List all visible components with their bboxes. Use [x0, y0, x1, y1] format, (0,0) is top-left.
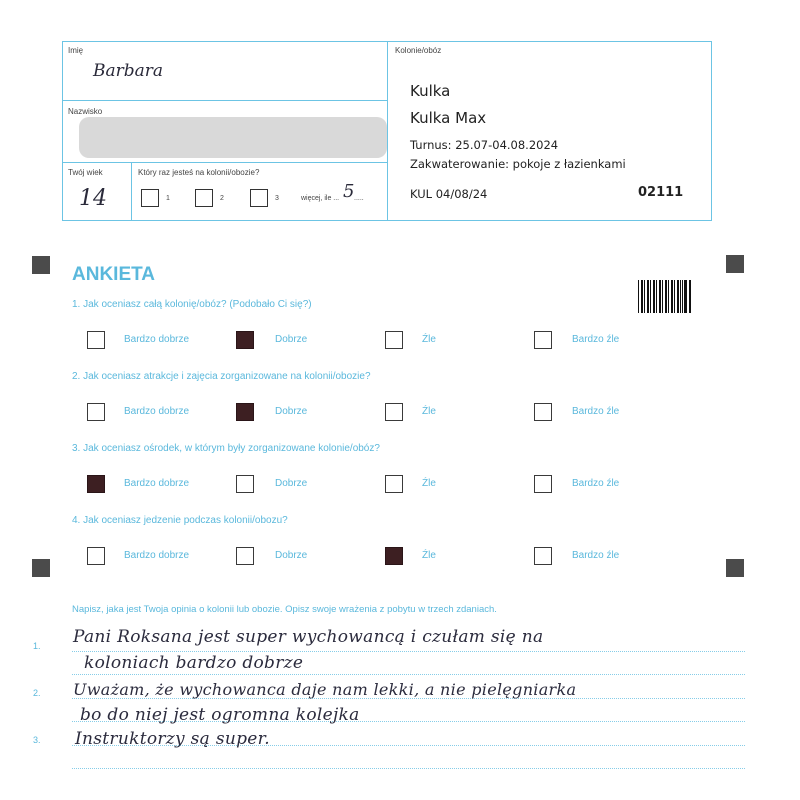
question-4-option-label-4: Bardzo źle — [572, 550, 620, 561]
line-number-1: 1. — [33, 641, 41, 651]
barcode-stripe — [674, 280, 675, 313]
question-4-checkbox-4[interactable] — [534, 547, 552, 565]
question-2-checkbox-2[interactable] — [236, 403, 254, 421]
header-divider-vertical — [387, 41, 388, 221]
wiek-label: Twój wiek — [68, 168, 103, 177]
question-3-checkbox-4[interactable] — [534, 475, 552, 493]
writing-line — [72, 651, 745, 652]
opinion-handwritten-line-4: bo do niej jest ogromna kolejka — [80, 705, 360, 725]
question-1-option-label-2: Dobrze — [275, 334, 308, 345]
option-2-label: 2 — [220, 195, 224, 202]
camp-name: Kulka — [410, 82, 451, 100]
barcode-stripe — [638, 280, 639, 313]
survey-title: ANKIETA — [72, 264, 156, 285]
wiek-value: 14 — [79, 186, 107, 211]
line-number-3: 3. — [33, 735, 41, 745]
question-3-text: 3. Jak oceniasz ośrodek, w którym były zorganizowane kolonie/obóz? — [72, 443, 380, 454]
registration-marker-top-right — [726, 255, 744, 273]
opinion-handwritten-line-3: Uważam, że wychowanca daje nam lekki, a nie pielęgniarka — [73, 680, 577, 699]
barcode-stripe — [666, 280, 667, 313]
question-2-option-label-1: Bardzo dobrze — [124, 406, 190, 417]
header-divider-surname — [62, 162, 387, 163]
imie-value: Barbara — [93, 61, 164, 81]
question-1-checkbox-2[interactable] — [236, 331, 254, 349]
question-1-option-label-4: Bardzo źle — [572, 334, 620, 345]
imie-label: Imię — [68, 46, 84, 55]
redacted-surname — [79, 117, 387, 158]
barcode-stripe — [690, 280, 691, 313]
question-2-option-label-2: Dobrze — [275, 406, 308, 417]
question-3-option-label-2: Dobrze — [275, 478, 308, 489]
question-1-checkbox-4[interactable] — [534, 331, 552, 349]
writing-line — [72, 768, 745, 769]
question-4-checkbox-1[interactable] — [87, 547, 105, 565]
camp-full-name: Kulka Max — [410, 109, 487, 127]
line-number-2: 2. — [33, 688, 41, 698]
question-1-text: 1. Jak oceniasz całą kolonię/obóz? (Podobało Ci się?) — [72, 299, 312, 310]
zakwaterowanie: Zakwaterowanie: pokoje z łazienkami — [410, 157, 626, 171]
barcode — [638, 280, 692, 313]
barcode-stripe — [656, 280, 657, 313]
ktory-raz-label: Który raz jesteś na kolonii/obozie? — [138, 168, 260, 177]
question-4-text: 4. Jak oceniasz jedzenie podczas kolonii/obozu? — [72, 515, 288, 526]
opinion-handwritten-line-5: Instruktorzy są super. — [75, 729, 270, 749]
turnus: Turnus: 25.07-04.08.2024 — [410, 138, 559, 152]
question-1-option-label-1: Bardzo dobrze — [124, 334, 190, 345]
question-1-checkbox-1[interactable] — [87, 331, 105, 349]
form-number: 02111 — [638, 185, 684, 200]
question-3-checkbox-2[interactable] — [236, 475, 254, 493]
opinion-prompt: Napisz, jaka jest Twoja opinia o kolonii lub obozie. Opisz swoje wrażenia z pobytu w trzech zdaniach. — [72, 604, 497, 615]
question-4-checkbox-2[interactable] — [236, 547, 254, 565]
question-2-option-label-3: Źle — [422, 406, 436, 417]
barcode-stripe — [680, 280, 681, 313]
registration-marker-bottom-right — [726, 559, 744, 577]
wiecej-suffix: ..... — [354, 195, 364, 202]
checkbox-option-2[interactable] — [195, 189, 213, 207]
barcode-stripe — [685, 280, 686, 313]
writing-line — [72, 674, 745, 675]
question-4-option-label-3: Źle — [422, 550, 436, 561]
question-3-option-label-4: Bardzo źle — [572, 478, 620, 489]
question-4-checkbox-3[interactable] — [385, 547, 403, 565]
camp-code: KUL 04/08/24 — [410, 187, 488, 201]
checkbox-option-1[interactable] — [141, 189, 159, 207]
question-4-option-label-1: Bardzo dobrze — [124, 550, 190, 561]
option-3-label: 3 — [275, 195, 279, 202]
opinion-handwritten-line-2: koloniach bardzo dobrze — [84, 653, 304, 673]
question-1-checkbox-3[interactable] — [385, 331, 403, 349]
question-4-option-label-2: Dobrze — [275, 550, 308, 561]
barcode-stripe — [662, 280, 663, 313]
question-2-checkbox-4[interactable] — [534, 403, 552, 421]
header-divider-age — [131, 162, 132, 221]
question-3-checkbox-3[interactable] — [385, 475, 403, 493]
nazwisko-label: Nazwisko — [68, 107, 103, 116]
checkbox-option-3[interactable] — [250, 189, 268, 207]
wiecej-value: 5 — [343, 181, 355, 202]
question-2-option-label-4: Bardzo źle — [572, 406, 620, 417]
opinion-handwritten-line-1: Pani Roksana jest super wychowancą i czułam się na — [73, 627, 544, 647]
barcode-stripe — [650, 280, 651, 313]
question-2-text: 2. Jak oceniasz atrakcje i zajęcia zorganizowane na kolonii/obozie? — [72, 371, 371, 382]
question-2-checkbox-1[interactable] — [87, 403, 105, 421]
wiecej-label: więcej, ile ... — [301, 195, 340, 202]
question-3-option-label-3: Źle — [422, 478, 436, 489]
question-1-option-label-3: Źle — [422, 334, 436, 345]
registration-marker-top-left — [32, 256, 50, 274]
header-divider-name — [62, 100, 387, 101]
question-3-checkbox-1[interactable] — [87, 475, 105, 493]
question-3-option-label-1: Bardzo dobrze — [124, 478, 190, 489]
barcode-stripe — [644, 280, 645, 313]
question-2-checkbox-3[interactable] — [385, 403, 403, 421]
option-1-label: 1 — [166, 195, 170, 202]
registration-marker-bottom-left — [32, 559, 50, 577]
kolonie-label: Kolonie/obóz — [395, 46, 442, 55]
